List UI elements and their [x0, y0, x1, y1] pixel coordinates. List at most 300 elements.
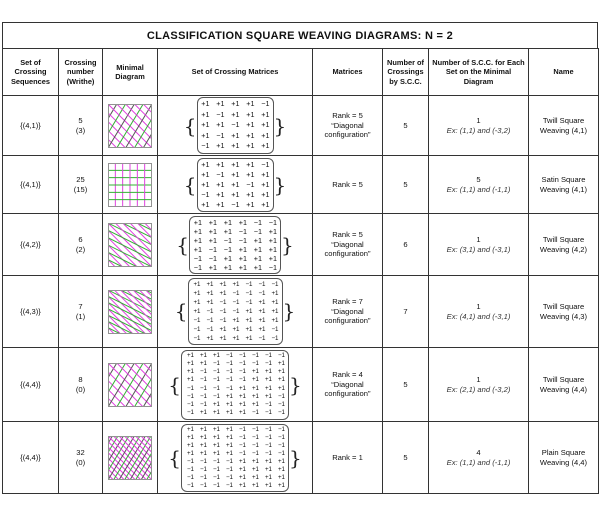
matrix-row [185, 393, 285, 401]
crossings-by-scc-cell [383, 156, 429, 214]
matrix-entry: −1 [186, 473, 194, 481]
matrix-entry: +1 [251, 376, 259, 384]
matrix-set [160, 424, 310, 492]
matrices-note: Rank = 1 [332, 452, 363, 462]
matrix-entry: +1 [238, 262, 247, 272]
crossings-by-scc: 5 [403, 379, 408, 389]
matrix-entry: +1 [264, 465, 272, 473]
matrix-entry: +1 [199, 433, 207, 441]
matrix-entry: −1 [264, 441, 272, 449]
matrix-entry: −1 [186, 401, 194, 408]
matrix-entry: −1 [261, 159, 270, 169]
matrix-entry: −1 [261, 99, 270, 109]
matrix-entry: +1 [212, 351, 220, 359]
matrix-entry: +1 [208, 262, 217, 272]
matrix-entry: +1 [238, 457, 246, 465]
matrix-entry: +1 [225, 441, 233, 449]
matrix-entry: +1 [246, 99, 255, 109]
matrices-note: configuration” [324, 316, 371, 326]
matrix-entry: +1 [258, 307, 266, 315]
matrix-entry: −1 [258, 289, 266, 297]
matrix-entry: +1 [199, 425, 207, 433]
matrix-entry: −1 [199, 384, 207, 392]
matrix-entry: +1 [261, 179, 270, 189]
minimal-diagram-cell [103, 214, 158, 276]
matrix-entry: +1 [245, 335, 253, 343]
matrix-entry: +1 [268, 244, 277, 254]
matrix-entry: −1 [193, 253, 202, 263]
matrix-row [185, 368, 285, 376]
matrix-entry: +1 [206, 289, 214, 297]
matrix-entry: −1 [264, 433, 272, 441]
minimal-diagram-cell [103, 156, 158, 214]
matrix-entry: +1 [251, 481, 259, 489]
weaving-name: Weaving (4,2) [539, 244, 588, 254]
matrix-row [192, 307, 279, 316]
matrix-entry: +1 [264, 376, 272, 384]
matrix-entry: +1 [271, 317, 279, 325]
matrices-note-cell [313, 96, 383, 156]
matrix-entry: −1 [225, 465, 233, 473]
crossing-number: 7 [78, 302, 83, 312]
matrix-row [192, 280, 279, 289]
matrix-entry: +1 [238, 217, 247, 227]
matrices-note: Rank = 4 [332, 370, 363, 380]
matrices-note: configuration” [324, 130, 371, 140]
matrix-entry: −1 [193, 326, 201, 334]
matrices-note: Rank = 7 [332, 297, 363, 307]
matrix-row [192, 316, 279, 325]
matrix-entry: +1 [216, 189, 225, 199]
matrix-entry: +1 [271, 289, 279, 297]
matrix-row [185, 466, 285, 474]
matrix-entry: +1 [206, 335, 214, 343]
matrix-entry: +1 [246, 199, 255, 209]
table-row [3, 96, 599, 156]
matrix-row [185, 409, 285, 417]
matrices-note-cell [313, 214, 383, 276]
matrix-row [185, 458, 285, 466]
matrix-row [185, 401, 285, 409]
matrix-entry: +1 [251, 401, 259, 408]
table-row [3, 214, 599, 276]
matrix-set [160, 158, 310, 212]
matrix-entry: −1 [271, 326, 279, 334]
matrix-set [160, 216, 310, 274]
matrix-entry: −1 [238, 449, 246, 457]
matrices-note: configuration” [324, 249, 371, 259]
matrix-row [201, 160, 270, 170]
matrix-entry: +1 [251, 392, 259, 400]
weaving-name: Twill Square [542, 302, 585, 312]
matrix-entry: +1 [277, 457, 285, 465]
matrix-entry: +1 [232, 317, 240, 325]
weaving-name: Twill Square [542, 235, 585, 245]
matrix-entry: −1 [199, 457, 207, 465]
weaving-diagram-twill41 [108, 104, 152, 148]
minimal-diagram-cell [103, 276, 158, 348]
matrix-entry: −1 [216, 169, 225, 179]
matrix-entry: +1 [199, 351, 207, 359]
matrices-note: “Diagonal [331, 379, 364, 389]
matrix-entry: +1 [232, 280, 240, 288]
matrix-entry: +1 [199, 441, 207, 449]
matrix-entry: −1 [253, 226, 262, 236]
matrix-row [185, 434, 285, 442]
matrix-entry: +1 [231, 159, 240, 169]
scc-count-cell [429, 96, 529, 156]
scc-count: 4 [476, 448, 481, 458]
weaving-name-cell [529, 276, 599, 348]
matrix-entry: −1 [199, 376, 207, 384]
matrix-entry: +1 [208, 226, 217, 236]
matrix-entry: +1 [231, 179, 240, 189]
matrix-entry: −1 [251, 441, 259, 449]
matrix-entry: −1 [232, 289, 240, 297]
matrix-entry: −1 [212, 465, 220, 473]
right-brace: } [289, 372, 302, 397]
matrix-entry: +1 [238, 465, 246, 473]
matrix-entry: +1 [253, 253, 262, 263]
matrix-entry: −1 [245, 298, 253, 306]
crossing-number-cell [59, 276, 103, 348]
matrix-entry: −1 [199, 368, 207, 375]
matrix-entry: +1 [231, 130, 240, 140]
matrix-entry: +1 [225, 433, 233, 441]
matrix-entry: −1 [212, 376, 220, 384]
matrix-entry: +1 [225, 401, 233, 408]
matrix-entry: −1 [225, 384, 233, 392]
crossings-by-scc: 6 [403, 239, 408, 249]
matrix-entry: −1 [208, 253, 217, 263]
writhe: (0) [75, 384, 86, 394]
matrix-row [185, 376, 285, 384]
matrix-entry: +1 [261, 169, 270, 179]
crossing-sequence-cell [3, 96, 59, 156]
scc-example: Ex: (2,1) and (-3,2) [446, 384, 511, 394]
matrix-row [201, 120, 270, 130]
matrix-entry: +1 [268, 226, 277, 236]
table-row [3, 156, 599, 214]
matrix-entry: +1 [193, 289, 201, 297]
crossing-sequence-cell [3, 348, 59, 422]
matrix-entry: +1 [261, 189, 270, 199]
crossing-number: 5 [78, 116, 83, 126]
matrix-entry: −1 [212, 473, 220, 481]
matrix-entry: +1 [277, 481, 285, 489]
matrix-row [201, 200, 270, 210]
matrix-entry: −1 [238, 376, 246, 384]
matrices-note: Rank = 5 [332, 111, 363, 121]
matrices-note: “Diagonal [331, 120, 364, 130]
scc-count: 1 [476, 116, 481, 126]
header-crossings-by-scc: Number of Crossings by S.C.C. [383, 49, 429, 96]
matrix-entry: −1 [232, 298, 240, 306]
matrix-entry: −1 [264, 351, 272, 359]
scc-count: 1 [476, 375, 481, 385]
crossings-by-scc: 5 [403, 452, 408, 462]
matrix-entry: +1 [253, 244, 262, 254]
weaving-name: Weaving (4,1) [539, 184, 588, 194]
writhe: (0) [75, 457, 86, 467]
weaving-diagram-twill43 [108, 290, 152, 334]
scc-example: Ex: (4,1) and (-3,1) [446, 311, 511, 321]
matrices-note: Rank = 5 [332, 179, 363, 189]
matrix-entry: −1 [277, 425, 285, 433]
matrix-entry: −1 [212, 457, 220, 465]
crossing-number: 6 [78, 235, 83, 245]
matrix-entry: +1 [277, 384, 285, 392]
matrix-entry: +1 [246, 189, 255, 199]
matrix-entry: +1 [231, 169, 240, 179]
weaving-diagram-twill44 [108, 363, 152, 407]
minimal-diagram-cell [103, 422, 158, 494]
matrix-entry: −1 [231, 199, 240, 209]
matrix-frame [197, 97, 274, 153]
matrix-entry: +1 [271, 298, 279, 306]
matrix-entry: −1 [238, 235, 247, 245]
matrix-entry: −1 [251, 449, 259, 457]
matrix-entry: −1 [225, 359, 233, 367]
matrix-entry: +1 [264, 392, 272, 400]
matrix-entry: −1 [277, 449, 285, 457]
matrix-entry: +1 [206, 280, 214, 288]
left-brace: { [176, 232, 189, 257]
matrix-entry: +1 [261, 109, 270, 119]
matrix-entry: +1 [277, 473, 285, 481]
matrix-frame [181, 424, 289, 492]
matrix-row [193, 245, 277, 254]
right-brace: } [273, 113, 287, 138]
matrix-row [192, 289, 279, 298]
matrix-entry: +1 [212, 409, 220, 417]
matrix-entry: +1 [268, 253, 277, 263]
matrix-entry: +1 [193, 298, 201, 306]
matrix-entry: +1 [251, 457, 259, 465]
matrix-entry: −1 [225, 351, 233, 359]
crossing-number-cell [59, 422, 103, 494]
matrix-entry: −1 [212, 384, 220, 392]
matrix-entry: +1 [258, 298, 266, 306]
matrix-entry: −1 [212, 392, 220, 400]
matrix-entry: −1 [238, 226, 247, 236]
crossing-sequence: {(4,1)} [20, 179, 41, 189]
matrix-row [192, 325, 279, 334]
matrix-entry: −1 [277, 441, 285, 449]
header-crossing-matrices: Set of Crossing Matrices [158, 49, 313, 96]
crossings-by-scc: 7 [403, 306, 408, 316]
matrices-note: Rank = 5 [332, 230, 363, 240]
matrix-frame [181, 350, 289, 420]
matrix-entry: −1 [193, 317, 201, 325]
matrix-entry: +1 [258, 317, 266, 325]
right-brace: } [281, 232, 294, 257]
matrix-entry: −1 [223, 244, 232, 254]
matrix-entry: +1 [223, 217, 232, 227]
weaving-name: Twill Square [542, 375, 585, 385]
crossing-sequence-cell [3, 422, 59, 494]
scc-example: Ex: (3,1) and (-3,1) [446, 244, 511, 254]
matrix-entry: +1 [212, 433, 220, 441]
matrix-entry: −1 [219, 317, 227, 325]
matrix-entry: +1 [219, 280, 227, 288]
scc-example: Ex: (1,1) and (-3,2) [446, 125, 511, 135]
matrix-entry: +1 [223, 253, 232, 263]
table-row [3, 422, 599, 494]
matrix-entry: −1 [253, 217, 262, 227]
crossing-matrices-cell [158, 96, 313, 156]
crossings-by-scc: 5 [403, 120, 408, 130]
matrix-row [185, 442, 285, 450]
matrix-entry: +1 [238, 392, 246, 400]
matrices-note: “Diagonal [331, 239, 364, 249]
matrix-entry: +1 [199, 409, 207, 417]
matrix-entry: −1 [193, 335, 201, 343]
matrix-entry: −1 [238, 368, 246, 375]
writhe: (2) [75, 244, 86, 254]
matrix-entry: −1 [264, 425, 272, 433]
matrix-entry: −1 [219, 298, 227, 306]
matrix-entry: +1 [264, 457, 272, 465]
matrix-entry: +1 [216, 179, 225, 189]
header-minimal-diagram: Minimal Diagram [103, 49, 158, 96]
matrix-entry: −1 [199, 401, 207, 408]
matrix-entry: −1 [277, 401, 285, 408]
matrix-entry: −1 [251, 425, 259, 433]
matrix-frame [189, 216, 281, 274]
crossing-sequence: {(4,2)} [20, 239, 41, 249]
matrix-entry: +1 [232, 326, 240, 334]
matrix-entry: +1 [193, 307, 201, 315]
matrix-row [185, 474, 285, 482]
weaving-name: Weaving (4,3) [539, 311, 588, 321]
crossing-number-cell [59, 348, 103, 422]
matrix-entry: +1 [186, 368, 194, 375]
left-brace: { [168, 372, 181, 397]
matrix-entry: +1 [201, 169, 210, 179]
matrix-row [193, 254, 277, 263]
scc-count: 1 [476, 235, 481, 245]
weaving-diagram-satin41 [108, 163, 152, 207]
matrix-entry: −1 [225, 481, 233, 489]
matrix-entry: −1 [238, 359, 246, 367]
matrix-entry: −1 [186, 481, 194, 489]
matrix-entry: −1 [225, 457, 233, 465]
matrix-frame [188, 278, 283, 346]
matrix-entry: −1 [245, 280, 253, 288]
matrix-entry: −1 [201, 189, 210, 199]
crossing-sequence: {(4,3)} [20, 306, 41, 316]
matrix-entry: +1 [199, 449, 207, 457]
matrix-entry: −1 [212, 368, 220, 375]
writhe: (1) [75, 311, 86, 321]
matrix-entry: +1 [246, 141, 255, 151]
matrix-entry: +1 [258, 326, 266, 334]
matrix-entry: +1 [225, 425, 233, 433]
matrix-entry: +1 [223, 262, 232, 272]
matrix-entry: −1 [212, 481, 220, 489]
right-brace: } [282, 299, 296, 324]
matrix-entry: +1 [206, 298, 214, 306]
matrix-entry: −1 [186, 384, 194, 392]
weaving-name: Plain Square [541, 448, 586, 458]
matrix-row [192, 298, 279, 307]
matrix-entry: −1 [251, 433, 259, 441]
matrix-entry: +1 [245, 326, 253, 334]
matrices-note-cell [313, 156, 383, 214]
matrix-entry: −1 [186, 392, 194, 400]
matrix-entry: +1 [186, 359, 194, 367]
crossing-number: 32 [76, 448, 85, 458]
matrix-entry: +1 [225, 449, 233, 457]
crossings-by-scc-cell [383, 422, 429, 494]
matrix-row [201, 190, 270, 200]
matrix-entry: −1 [201, 141, 210, 151]
matrices-note-cell [313, 422, 383, 494]
weaving-name: Twill Square [542, 116, 585, 126]
scc-example: Ex: (1,1) and (-1,1) [446, 457, 511, 467]
scc-count-cell [429, 276, 529, 348]
matrix-entry: +1 [212, 425, 220, 433]
scc-count: 5 [476, 175, 481, 185]
matrix-entry: −1 [238, 433, 246, 441]
crossing-matrices-cell [158, 276, 313, 348]
matrix-entry: −1 [208, 244, 217, 254]
scc-count-cell [429, 348, 529, 422]
matrix-entry: −1 [258, 335, 266, 343]
matrix-entry: +1 [193, 235, 202, 245]
scc-example: Ex: (1,1) and (-1,1) [446, 184, 511, 194]
matrix-entry: −1 [206, 326, 214, 334]
matrix-entry: −1 [186, 457, 194, 465]
matrix-entry: −1 [225, 368, 233, 375]
matrix-entry: −1 [186, 465, 194, 473]
matrix-entry: −1 [251, 359, 259, 367]
matrix-entry: +1 [186, 441, 194, 449]
matrix-entry: +1 [186, 351, 194, 359]
weaving-name: Weaving (4,1) [539, 125, 588, 135]
writhe: (15) [73, 184, 88, 194]
matrix-entry: −1 [238, 351, 246, 359]
header-crossing-number: Crossing number (Writhe) [59, 49, 103, 96]
header-crossing-sequences: Set of Crossing Sequences [3, 49, 59, 96]
matrix-entry: +1 [186, 449, 194, 457]
matrix-entry: −1 [277, 351, 285, 359]
matrix-row [201, 110, 270, 120]
matrices-note-cell [313, 276, 383, 348]
matrix-row [201, 131, 270, 141]
matrix-entry: +1 [261, 199, 270, 209]
crossings-by-scc-cell [383, 276, 429, 348]
matrix-entry: −1 [199, 392, 207, 400]
matrix-entry: −1 [238, 425, 246, 433]
crossing-sequence-cell [3, 156, 59, 214]
matrix-entry: +1 [238, 409, 246, 417]
matrix-entry: +1 [277, 376, 285, 384]
matrix-entry: −1 [193, 262, 202, 272]
matrix-entry: +1 [212, 441, 220, 449]
matrix-entry: +1 [193, 226, 202, 236]
matrix-entry: −1 [251, 409, 259, 417]
matrix-entry: −1 [231, 120, 240, 130]
matrix-entry: +1 [216, 199, 225, 209]
matrix-entry: +1 [193, 244, 202, 254]
header-row [3, 49, 599, 96]
matrix-entry: +1 [219, 326, 227, 334]
crossing-sequence-cell [3, 276, 59, 348]
weaving-name: Satin Square [541, 175, 586, 185]
matrix-entry: +1 [232, 335, 240, 343]
